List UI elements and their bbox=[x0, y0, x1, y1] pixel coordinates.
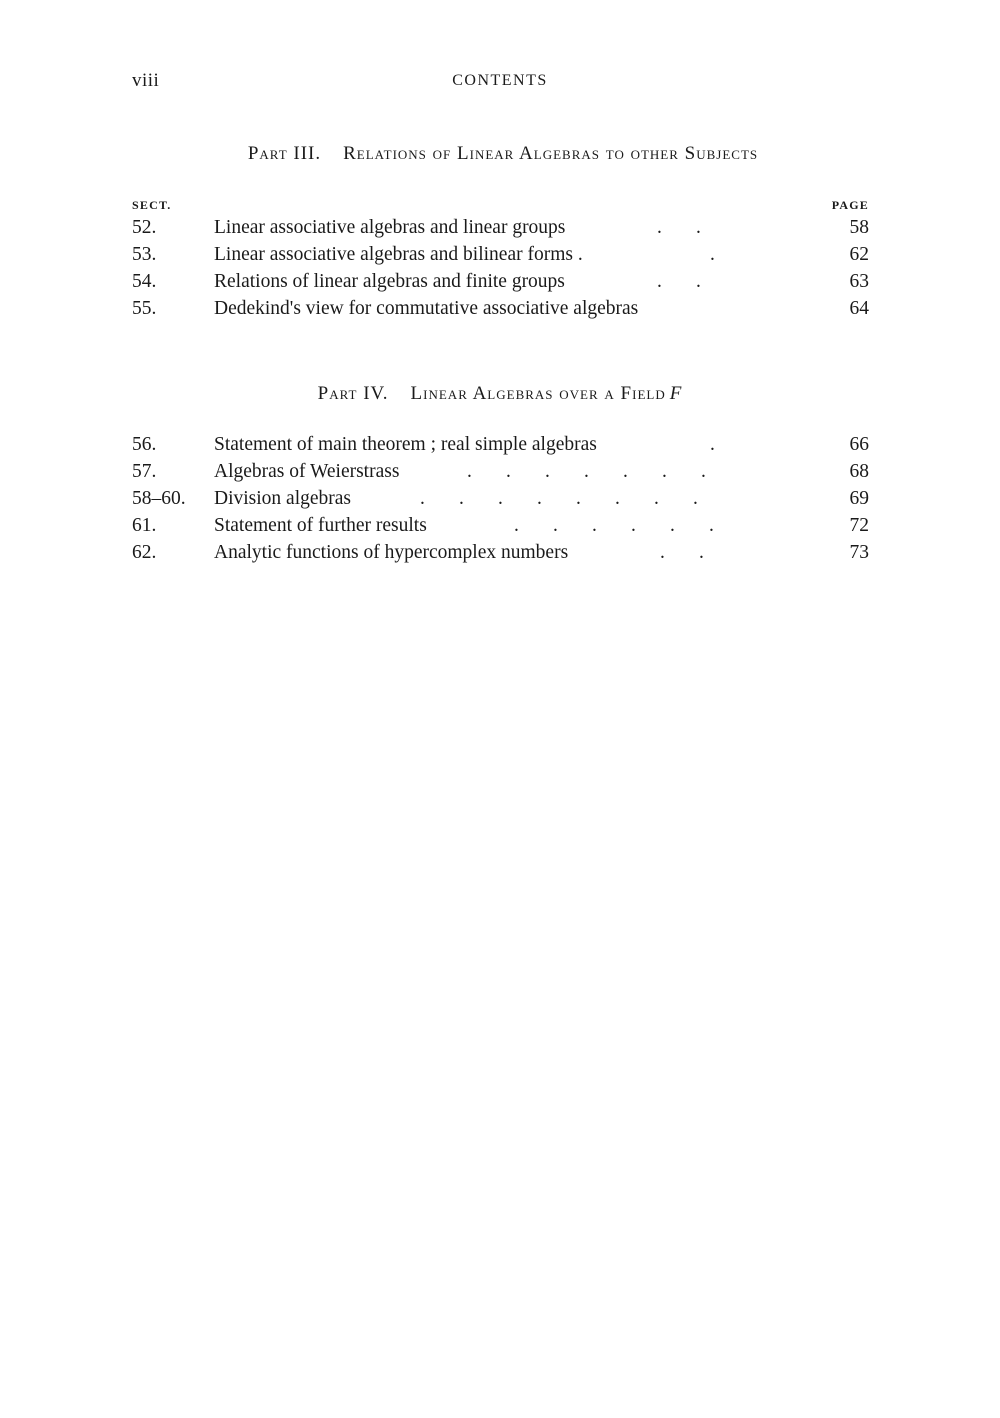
toc-entry[interactable] bbox=[132, 485, 869, 512]
section-number: 58–60. bbox=[132, 488, 186, 509]
dot-leader: . . bbox=[657, 271, 701, 292]
section-number: 61. bbox=[132, 515, 157, 536]
entry-title: Analytic functions of hypercomplex numbers bbox=[214, 542, 569, 563]
sect-column-header: SECT. bbox=[132, 198, 172, 212]
entry-title: Division algebras bbox=[214, 488, 352, 509]
page-ref: 73 bbox=[849, 542, 869, 563]
page-ref: 69 bbox=[849, 488, 869, 509]
page-ref: 63 bbox=[849, 271, 869, 292]
dot-leader: . . . . . . . . bbox=[420, 488, 698, 509]
part-iv-heading bbox=[0, 383, 1000, 405]
dot-leader: . . bbox=[657, 217, 701, 238]
running-title: CONTENTS bbox=[452, 72, 548, 89]
part-iii-label: Part III. bbox=[247, 143, 322, 164]
part-iii-heading bbox=[3, 143, 1000, 165]
toc-entry[interactable] bbox=[132, 539, 869, 566]
section-number: 53. bbox=[132, 244, 157, 265]
entry-title: Linear associative algebras and linear groups bbox=[214, 217, 566, 238]
toc-entry[interactable] bbox=[132, 214, 869, 241]
page-column-header: PAGE bbox=[831, 198, 869, 212]
section-number: 52. bbox=[132, 217, 157, 238]
part-iv-title: Linear Algebras over a Field bbox=[410, 383, 666, 404]
part-iv-label: Part IV. bbox=[317, 383, 389, 404]
toc-entry[interactable] bbox=[132, 431, 869, 458]
part-iv-entries bbox=[132, 431, 869, 566]
toc-entry[interactable] bbox=[132, 241, 869, 268]
entry-title: Dedekind's view for commutative associative algebras bbox=[214, 298, 639, 319]
section-number: 62. bbox=[132, 542, 157, 563]
page-ref: 72 bbox=[849, 515, 869, 536]
page-ref: 58 bbox=[849, 217, 869, 238]
field-symbol: F bbox=[669, 383, 683, 404]
toc-entry[interactable] bbox=[132, 268, 869, 295]
page-ref: 66 bbox=[849, 434, 869, 455]
dot-leader: . bbox=[710, 434, 715, 455]
dot-leader: . bbox=[710, 244, 715, 265]
section-number: 56. bbox=[132, 434, 157, 455]
entry-title: Linear associative algebras and bilinear forms . bbox=[214, 244, 583, 265]
page-number: viii bbox=[132, 70, 160, 91]
dot-leader: . . . . . . . bbox=[467, 461, 706, 482]
page-ref: 68 bbox=[849, 461, 869, 482]
entry-title: Statement of main theorem ; real simple algebras bbox=[214, 434, 597, 455]
dot-leader: . . . . . . bbox=[514, 515, 714, 536]
section-number: 55. bbox=[132, 298, 157, 319]
section-number: 54. bbox=[132, 271, 157, 292]
toc-entry[interactable] bbox=[132, 295, 869, 322]
page-ref: 62 bbox=[849, 244, 869, 265]
entry-title: Algebras of Weierstrass bbox=[214, 461, 400, 482]
part-iii-entries bbox=[132, 214, 869, 322]
part-iii-title: Relations of Linear Algebras to other Subjects bbox=[343, 143, 759, 164]
entry-title: Statement of further results bbox=[214, 515, 427, 536]
section-number: 57. bbox=[132, 461, 157, 482]
toc-entry[interactable] bbox=[132, 512, 869, 539]
page-ref: 64 bbox=[849, 298, 869, 319]
toc-entry[interactable] bbox=[132, 458, 869, 485]
dot-leader: . . bbox=[660, 542, 704, 563]
entry-title: Relations of linear algebras and finite groups bbox=[214, 271, 565, 292]
